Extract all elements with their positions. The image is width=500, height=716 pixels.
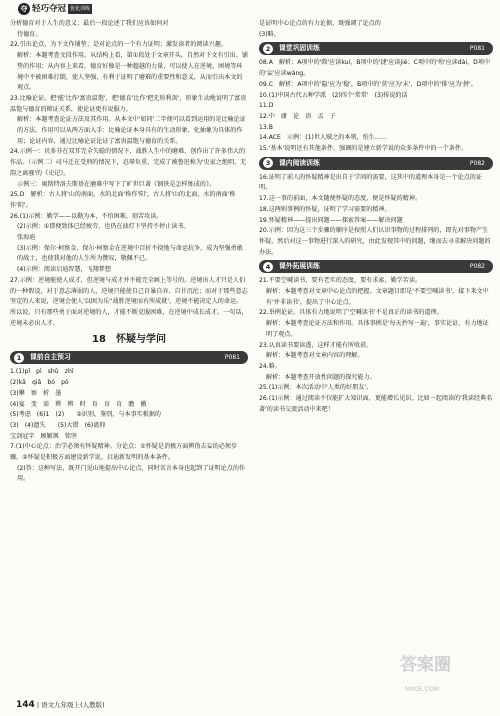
section-bar-extension [259, 260, 493, 273]
answer-10: 10.(1)中国古代五种学派 (2)四个'常常' (3)传说的话 [259, 91, 408, 99]
pre-line: (4)宴 变 需 辨 辨 时 育 肓 育 瞻 徼 [10, 400, 147, 408]
pre-line: (5)考虑 (6)1 (2) ②识别，鉴别，与本事实根据的 [10, 411, 162, 419]
text-line: 待德育。 [17, 30, 42, 38]
logo-tag: 优化训练 [68, 4, 92, 15]
answer-14: 14.ACE 示例：(1)世人贼之的本领，怕生…… [259, 134, 387, 142]
answer-26-4: (4)示例：阅读启迪智慧，飞翔梦想 [17, 266, 111, 274]
page-header [0, 0, 500, 19]
pre-line: (2)kǎ qiǎ bó pō [10, 379, 69, 387]
lesson-title: 18 怀疑与学问 [92, 334, 166, 346]
section-number-icon: 1 [14, 353, 24, 363]
analysis-24r: 解析：本题考查开放性问题的探究能力。 [266, 373, 376, 381]
page-code: P082 [469, 159, 485, 167]
section-bar-preview [10, 351, 248, 364]
text-line: 是证明中心论点的有力论据，既强调了论点的 [259, 20, 381, 27]
pre-line: (3)攀 察 析 墨 [10, 389, 62, 397]
pre-line: (3) (4)遗失 (5)大错 (6)流仰 [10, 421, 106, 429]
text-line: 分析德育对于人生的意义；最后一段论述了我们应该如何对 [10, 20, 169, 27]
section-title: 课前自主预习 [30, 353, 71, 362]
answer-27: 27.示例：逆境能使人成才，但逆境与成才并不能完全画上等号的。逆境出人才只是人们的一种假设，对于意志薄弱的人，逆境只能使自己自暴自弃、自甘沉沦；而对于那些意志坚定的人来说，逆境会使人'以困为乐''战胜逆境而有所成就'。逆境不能决定人的命运。所以说，只有那些勇于面对逆境的人，才能不断克服困难，在逆境中成长成才。一句话，逆境未必出人才。 [10, 276, 248, 327]
brand-logo [18, 3, 98, 16]
answer-16: 16.证明了前人的怀疑精神是出自于学问的需要，这其中的道理本身是一个论点的证明。 [259, 173, 482, 192]
answer-9: 09.C 解析：A项中的'隐'应为'稳'，B项中的'莫'应为'末'，D项中的'排'应为'拼'。 [259, 80, 477, 88]
analysis-21: 解析：本题考查对文章中心论点的把握。文章题目即是'不要空喊读书'，接下来文中有'并非读书'，提出了中心论点。 [266, 288, 489, 306]
page-footer [0, 698, 500, 716]
analysis-23: 解析：本题考查论证方法及其作用。从本文中'如同'二字便可以看到运用的是比喻论证的方法。作用可以从两方面入手：比喻论证本身具有的生动形象、化抽象为具体的作用；论证内容，通过比喻论证论证了富贵温饱与德育的关系。 [17, 116, 246, 145]
answer-21: 21.不要空喊读书，要有老实的态度，要有求索，勤学苦读。 [259, 277, 422, 285]
answer-26-2: (2)示例：①即便致体已经疲劳，也仍在油灯下坚持不停止读书。 [17, 223, 190, 231]
answer-26-1: 26.(1)示例：勤学——以勤为本，不怕困难，刻苦攻读。 [10, 212, 163, 220]
section-title: 课内阅读训练 [279, 158, 320, 167]
answer-15: 15.'基本'说明还有其他条件，强调的是建立新学说的众多条件中的一个条件。 [259, 145, 468, 153]
right-column [259, 19, 493, 416]
answer-24-ex3: 示例三：奥斯特洛夫斯基在磨难中写下了旷世巨著《钢铁是怎样炼成的》。 [17, 180, 216, 188]
answer-7b: (2)答：这种写法，既开门见山地提出中心论点，同时名言本身也起到了证明论点的作用。 [17, 464, 246, 483]
answer-22r: 22.举例论证。具体有力地说明了'空喊读书'不是真正的读书的道理。 [259, 309, 443, 317]
answer-25r: 25.(1)示例：本次活动中'人类的好朋友'。 [259, 384, 373, 392]
answer-24r: 24.略。 [259, 362, 281, 370]
section-bar-consolidate [259, 42, 493, 55]
page-code: P082 [469, 263, 485, 271]
pre-line: 宝剑冠字 顾颍飒 铭坚 [10, 432, 78, 440]
answer-20: 20.示例：因为这三个步骤的顺序是按照人们认识事物的过程排列的，即先对事物产生怀疑，然后对这一事物进行深入的研究，由此发现其中的问题，继而去寻求解决问题的办法。 [259, 227, 491, 256]
text-line: (3)略。 [259, 30, 280, 38]
answer-13: 13.B [259, 123, 273, 131]
analysis-23r: 解析：本题考查对文章内容的理解。 [266, 352, 364, 360]
answer-12: 12.中 庸 论 语 孟 子 [259, 112, 336, 120]
answer-23: 23.比喻论证。把'能'比作'富贵温饱'，把'德育'比作'把无形利剑'，形象生动地说明了富贵温饱与德育的辩证关系，使论证更有说服力。 [10, 94, 247, 113]
left-column [10, 19, 248, 485]
pre-line: 1.(1)pǐ pì shǔ zhī [10, 368, 74, 376]
page-code: P081 [469, 45, 485, 53]
section-bar-reading [259, 157, 493, 170]
answer-23r: 23.认真读书要读透，这样才能有所收获。 [259, 341, 373, 349]
page-number: 144 | 语文九年级上(人教版) [16, 700, 105, 710]
answer-7: 7.(1)中心论点：治学必须有怀疑精神。分论点：①怀疑是消极方面辨伪去妄的必须步骤。②怀疑是积极方面建设新学说、启迪新发明的基本条件。 [10, 443, 238, 462]
answer-26-3: (3)示例：保尔·柯察金、保尔·柯察金在逆境中百折不挠地与命运抗争，成为坚强勇敢的战士，也使我对他的人生所为赞叹，敬佩不已。 [17, 244, 243, 263]
book-title: 语文九年级上(人教版) [41, 701, 105, 709]
answer-25: 25.D 解析：古人将'山的南面，水的北面'称作'阳'，古人将'山的北面，水的南面'称作'阴'。 [10, 191, 236, 209]
watermark: 答案圈 [400, 655, 451, 675]
section-number-icon: 2 [263, 44, 273, 54]
answer-18: 18.这两则事例的怀疑，证明了学习需要的精神。 [259, 205, 391, 213]
logo-text: 轻巧夺冠 [32, 3, 67, 14]
page-num: 144 [16, 700, 35, 710]
section-title: 课外拓展训练 [279, 262, 320, 271]
answer-24: 24.示例一：贝多芬在双耳完全失聪的情况下，战胜人生中的磨难，创作出了许多伟大的作品。（示例二）司马迁在受刑的情况下，忍辱负重，完成了被鲁迅称为'史家之绝唱，无韵之离骚'的《史记》。 [10, 148, 247, 177]
section-number-icon: 3 [263, 158, 273, 168]
analysis-22: 解析：本题考查文段作用。从结构上看，第①段处于文章开头，自然对下文有引出、铺垫的作用；从内容上来看，德育好像是一种超越的力量，可以使人在逆境、困境等环境中不被困难打倒，使人坚强，有利于证明了磨难的重要性和意义，从而引出本文的观点。 [17, 52, 248, 92]
answer-26-name: 张海迪 [17, 234, 36, 242]
answer-22: 22.引出论点，为下文作铺垫；是对论点的一个有力证明；激发读者的阅读兴趣。 [10, 41, 227, 49]
page-code: P081 [224, 354, 240, 362]
logo-icon: 夺 [18, 3, 30, 15]
answer-11: 11.D [259, 102, 274, 110]
section-title: 课堂巩固训练 [279, 44, 320, 53]
answer-8: 08.A 解析：A项中的'睽'应读kuí，B项中的'捷'应读jié；C项中的'殆'应读dài，D项中的'妄'应读wàng。 [259, 59, 491, 78]
answer-26r: 26.(1)示例：通过阅读不仅能扩大知识面，更能增长见识。比如一起阅读的'我读经典名著'的读书交流活动中来吧！ [259, 395, 493, 413]
answer-17: 17.这一事的前面，本文随便怀疑的态度，便是怀疑的精神。 [259, 195, 422, 203]
answer-19: 19.怀疑精神——提出问题——探索答案——解决问题 [259, 216, 403, 224]
section-number-icon: 4 [263, 262, 273, 272]
watermark-url: MXQE.COM [405, 686, 439, 693]
analysis-22r: 解析：本题考查论证方法和作用。具体事例是'每天抄写一遍'，事实论证，有力地证明了观点。 [266, 320, 489, 338]
